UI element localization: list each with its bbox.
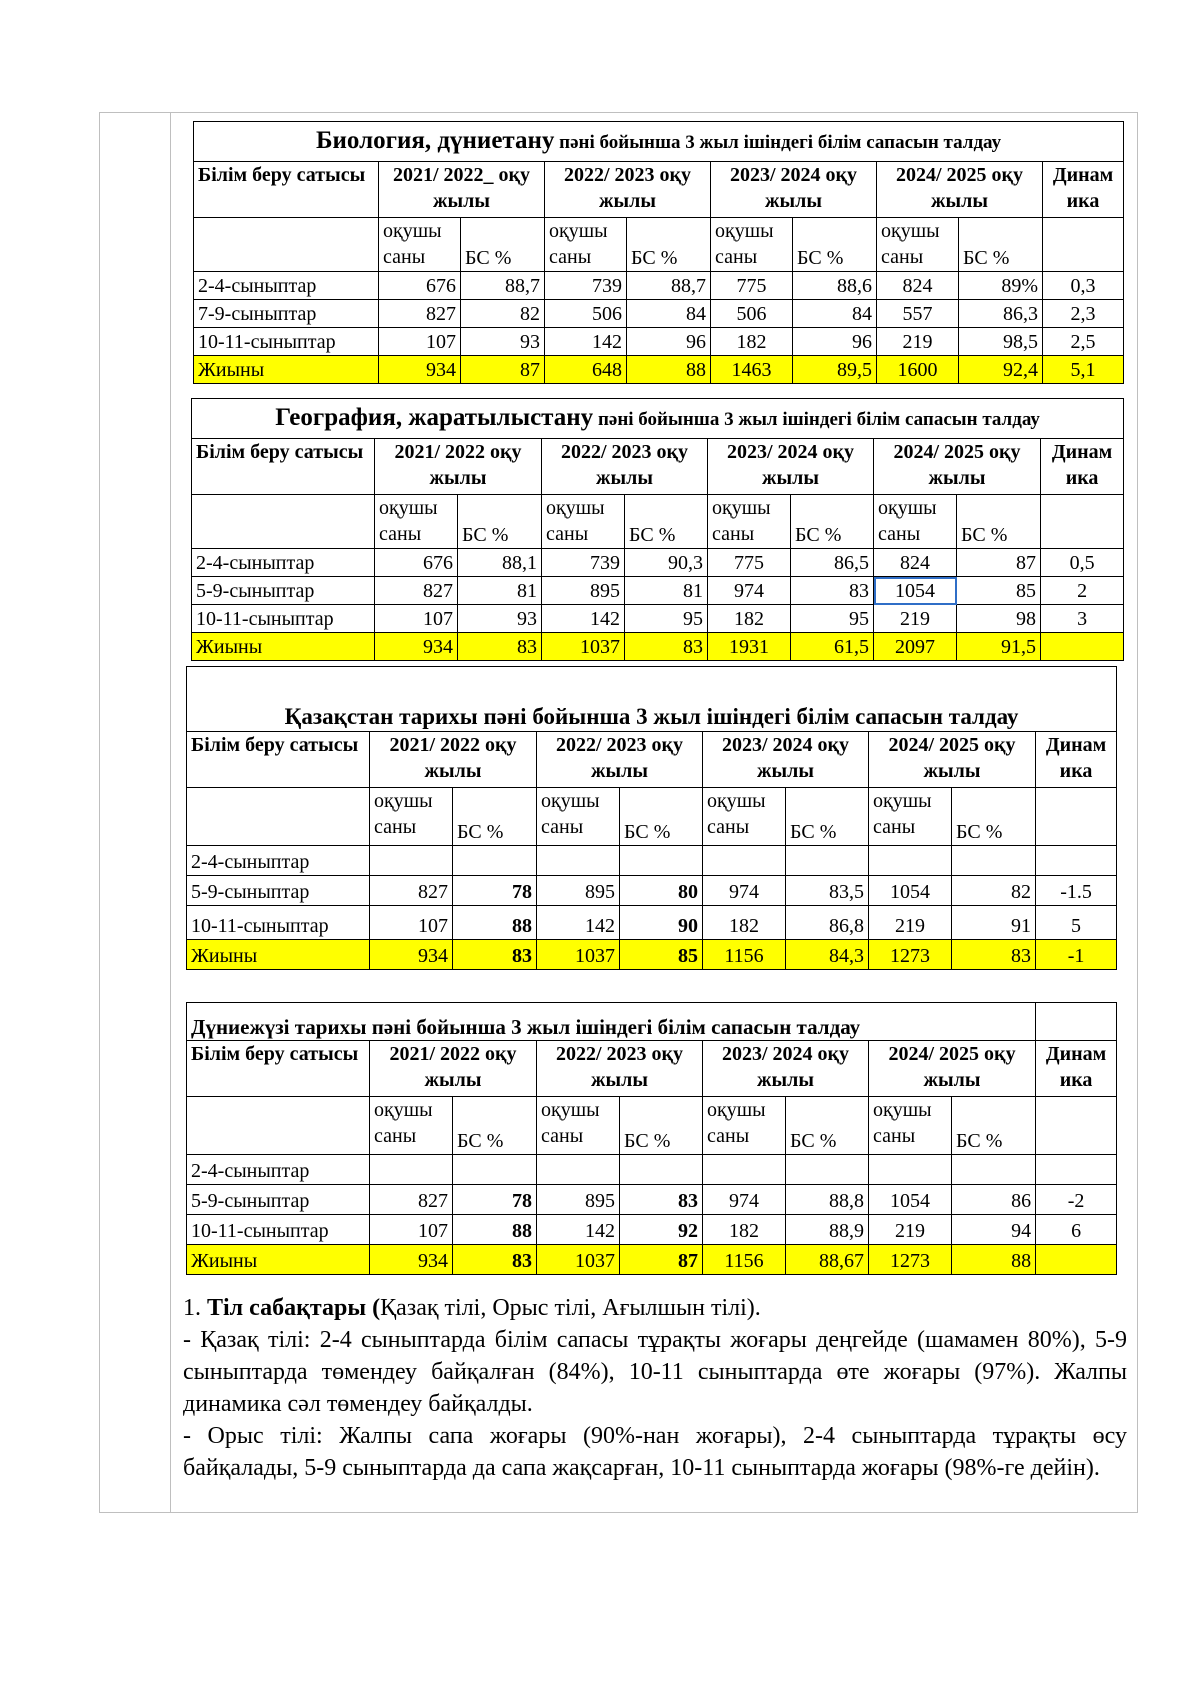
quality-cell: 88,6 bbox=[793, 272, 877, 300]
quality-cell bbox=[952, 846, 1036, 876]
count-cell: 142 bbox=[537, 1215, 620, 1245]
count-cell: 1463 bbox=[711, 356, 793, 384]
count-cell: 1054 bbox=[869, 876, 952, 906]
quality-cell: 86,8 bbox=[786, 906, 869, 940]
count-cell: 739 bbox=[545, 272, 627, 300]
count-cell: 824 bbox=[877, 272, 959, 300]
quality-cell: 87 bbox=[461, 356, 545, 384]
year-header: 2022/ 2023 оқу жылы bbox=[537, 1041, 703, 1097]
dynamics-cell bbox=[1036, 846, 1117, 876]
quality-cell: 92,4 bbox=[959, 356, 1043, 384]
table-row bbox=[187, 906, 1117, 940]
count-cell bbox=[703, 1155, 786, 1185]
count-cell: 557 bbox=[877, 300, 959, 328]
quality-cell: 83 bbox=[453, 940, 537, 970]
quality-header: БС % bbox=[453, 1097, 537, 1155]
year-header: 2023/ 2024 оқу жылы bbox=[708, 439, 874, 495]
count-cell: 934 bbox=[370, 940, 453, 970]
quality-cell: 93 bbox=[458, 605, 542, 633]
year-header: 2023/ 2024 оқу жылы bbox=[711, 162, 877, 218]
quality-cell: 83 bbox=[791, 577, 874, 605]
table-title: Биология, дүниетану пәні бойынша 3 жыл ішіндегі білім сапасын талдау bbox=[194, 122, 1124, 162]
count-cell: 934 bbox=[379, 356, 461, 384]
count-cell: 1156 bbox=[703, 1245, 786, 1275]
row-label: Жиыны bbox=[187, 940, 370, 970]
quality-cell: 87 bbox=[957, 549, 1041, 577]
table-row bbox=[187, 1155, 1117, 1185]
quality-cell: 82 bbox=[461, 300, 545, 328]
count-cell: 827 bbox=[379, 300, 461, 328]
count-header: оқушы саны bbox=[877, 218, 959, 272]
row-label: 10-11-сыныптар bbox=[192, 605, 375, 633]
count-cell: 1273 bbox=[869, 1245, 952, 1275]
year-header: 2021/ 2022 оқу жылы bbox=[375, 439, 542, 495]
dynamics-cell: 3 bbox=[1041, 605, 1124, 633]
dynamics-header: Динам ика bbox=[1043, 162, 1124, 218]
quality-cell bbox=[620, 846, 703, 876]
quality-header: БС % bbox=[620, 788, 703, 846]
quality-cell: 85 bbox=[957, 577, 1041, 605]
count-cell: 1600 bbox=[877, 356, 959, 384]
dynamics-cell: 5,1 bbox=[1043, 356, 1124, 384]
table-title: Дүниежүзі тарихы пәні бойынша 3 жыл ішіндегі білім сапасын талдау bbox=[187, 1003, 1036, 1041]
quality-cell: 88,8 bbox=[786, 1185, 869, 1215]
quality-cell: 89% bbox=[959, 272, 1043, 300]
count-cell: 895 bbox=[542, 577, 625, 605]
table-title: Қазақстан тарихы пәні бойынша 3 жыл ішіндегі білім сапасын талдау bbox=[187, 667, 1117, 732]
row-label: 5-9-сыныптар bbox=[187, 1185, 370, 1215]
paragraph-kazakh: - Қазақ тілі: 2-4 сыныптарда білім сапасы тұрақты жоғары деңгейде (шамамен 80%), 5-9 сыныптарда төмендеу байқалған (84%), 10-11 сыныптарда өте жоғары (97%). Жалпы динамика сәл төмендеу байқалды. bbox=[183, 1327, 1127, 1417]
dynamics-cell bbox=[1036, 1245, 1117, 1275]
quality-cell bbox=[952, 1155, 1036, 1185]
count-cell bbox=[703, 846, 786, 876]
count-cell: 506 bbox=[545, 300, 627, 328]
count-cell: 182 bbox=[708, 605, 791, 633]
paragraph-russian: - Орыс тілі: Жалпы сапа жоғары (90%-нан жоғары), 2-4 сыныптарда тұрақты өсу байқалады, 5-9 сыныптарда да сапа жақсарған, 10-11 сыныптарда жоғары (98%-ге дейін). bbox=[183, 1423, 1127, 1481]
quality-cell: 81 bbox=[458, 577, 542, 605]
count-header: оқушы саны bbox=[375, 495, 458, 549]
count-cell: 219 bbox=[869, 1215, 952, 1245]
quality-cell: 84,3 bbox=[786, 940, 869, 970]
year-header: 2023/ 2024 оқу жылы bbox=[703, 1041, 869, 1097]
table-row bbox=[187, 1185, 1117, 1215]
language-lessons-text bbox=[183, 1292, 1127, 1484]
count-header: оқушы саны bbox=[379, 218, 461, 272]
row-label: 2-4-сыныптар bbox=[187, 846, 370, 876]
count-cell: 142 bbox=[545, 328, 627, 356]
quality-cell: 82 bbox=[952, 876, 1036, 906]
table-row-total bbox=[187, 1245, 1117, 1275]
empty-cell bbox=[1036, 788, 1117, 846]
quality-cell: 84 bbox=[793, 300, 877, 328]
quality-cell: 88,7 bbox=[461, 272, 545, 300]
count-cell: 974 bbox=[703, 1185, 786, 1215]
row-label: 5-9-сыныптар bbox=[192, 577, 375, 605]
year-header: 2021/ 2022 оқу жылы bbox=[370, 732, 537, 788]
count-cell: 107 bbox=[379, 328, 461, 356]
dynamics-header: Динам ика bbox=[1041, 439, 1124, 495]
quality-cell: 86,3 bbox=[959, 300, 1043, 328]
count-cell: 142 bbox=[537, 906, 620, 940]
count-cell: 1156 bbox=[703, 940, 786, 970]
table-row bbox=[192, 605, 1124, 633]
quality-cell: 96 bbox=[793, 328, 877, 356]
stage-header: Білім беру сатысы bbox=[192, 439, 375, 495]
count-header: оқушы саны bbox=[711, 218, 793, 272]
table-row bbox=[194, 328, 1124, 356]
count-cell bbox=[370, 846, 453, 876]
count-cell bbox=[537, 846, 620, 876]
count-cell: 895 bbox=[537, 1185, 620, 1215]
quality-cell: 84 bbox=[627, 300, 711, 328]
year-header: 2023/ 2024 оқу жылы bbox=[703, 732, 869, 788]
quality-header: БС % bbox=[625, 495, 708, 549]
quality-cell bbox=[786, 1155, 869, 1185]
count-cell: 1054 bbox=[869, 1185, 952, 1215]
quality-header: БС % bbox=[952, 788, 1036, 846]
count-header: оқушы саны bbox=[869, 1097, 952, 1155]
quality-cell: 98 bbox=[957, 605, 1041, 633]
selected-cell[interactable]: 1054 bbox=[874, 577, 957, 605]
quality-cell: 88 bbox=[952, 1245, 1036, 1275]
dynamics-cell: -1.5 bbox=[1036, 876, 1117, 906]
count-cell: 219 bbox=[869, 906, 952, 940]
quality-cell: 88,7 bbox=[627, 272, 711, 300]
quality-cell: 86 bbox=[952, 1185, 1036, 1215]
stage-header: Білім беру сатысы bbox=[187, 1041, 370, 1097]
quality-header: БС % bbox=[959, 218, 1043, 272]
quality-cell: 81 bbox=[625, 577, 708, 605]
empty-cell bbox=[1043, 218, 1124, 272]
year-header: 2022/ 2023 оқу жылы bbox=[542, 439, 708, 495]
dynamics-header: Динам ика bbox=[1036, 1041, 1117, 1097]
count-cell: 775 bbox=[711, 272, 793, 300]
quality-header: БС % bbox=[793, 218, 877, 272]
count-cell: 1273 bbox=[869, 940, 952, 970]
count-cell: 827 bbox=[370, 876, 453, 906]
count-header: оқушы саны bbox=[869, 788, 952, 846]
count-cell: 1931 bbox=[708, 633, 791, 661]
dynamics-cell: 2 bbox=[1041, 577, 1124, 605]
count-cell: 676 bbox=[375, 549, 458, 577]
table-row bbox=[187, 876, 1117, 906]
row-label: 2-4-сыныптар bbox=[192, 549, 375, 577]
count-cell: 1037 bbox=[542, 633, 625, 661]
count-cell: 142 bbox=[542, 605, 625, 633]
stage-header: Білім беру сатысы bbox=[194, 162, 379, 218]
empty-cell bbox=[1041, 495, 1124, 549]
quality-header: БС % bbox=[461, 218, 545, 272]
dynamics-cell bbox=[1041, 633, 1124, 661]
count-cell: 182 bbox=[703, 1215, 786, 1245]
year-header: 2021/ 2022 оқу жылы bbox=[370, 1041, 537, 1097]
quality-cell: 91,5 bbox=[957, 633, 1041, 661]
quality-cell: 88 bbox=[453, 906, 537, 940]
count-cell: 775 bbox=[708, 549, 791, 577]
count-header: оқушы саны bbox=[703, 788, 786, 846]
table-row bbox=[187, 1215, 1117, 1245]
row-label: Жиыны bbox=[187, 1245, 370, 1275]
quality-header: БС % bbox=[786, 1097, 869, 1155]
quality-cell bbox=[786, 846, 869, 876]
row-label: 2-4-сыныптар bbox=[187, 1155, 370, 1185]
year-header: 2022/ 2023 оқу жылы bbox=[545, 162, 711, 218]
row-label: 10-11-сыныптар bbox=[194, 328, 379, 356]
quality-cell: 96 bbox=[627, 328, 711, 356]
dynamics-cell bbox=[1036, 1155, 1117, 1185]
count-header: оқушы саны bbox=[542, 495, 625, 549]
empty-cell bbox=[1036, 1003, 1117, 1041]
count-header: оқушы саны bbox=[370, 788, 453, 846]
quality-cell: 61,5 bbox=[791, 633, 874, 661]
dynamics-cell: 5 bbox=[1036, 906, 1117, 940]
row-label: 7-9-сыныптар bbox=[194, 300, 379, 328]
quality-header: БС % bbox=[957, 495, 1041, 549]
dynamics-cell: 2,3 bbox=[1043, 300, 1124, 328]
count-cell: 934 bbox=[370, 1245, 453, 1275]
row-label: Жиыны bbox=[194, 356, 379, 384]
dynamics-cell: 0,5 bbox=[1041, 549, 1124, 577]
count-cell: 182 bbox=[703, 906, 786, 940]
count-cell: 107 bbox=[370, 906, 453, 940]
quality-cell: 94 bbox=[952, 1215, 1036, 1245]
quality-cell: 83,5 bbox=[786, 876, 869, 906]
count-header: оқушы саны bbox=[537, 1097, 620, 1155]
count-cell: 506 bbox=[711, 300, 793, 328]
quality-cell: 95 bbox=[791, 605, 874, 633]
empty-cell bbox=[187, 1097, 370, 1155]
quality-cell: 98,5 bbox=[959, 328, 1043, 356]
empty-cell bbox=[187, 788, 370, 846]
dynamics-cell: -2 bbox=[1036, 1185, 1117, 1215]
count-cell: 827 bbox=[370, 1185, 453, 1215]
geography-table bbox=[191, 398, 1124, 661]
quality-cell: 85 bbox=[620, 940, 703, 970]
table-row-total bbox=[187, 940, 1117, 970]
row-label: 5-9-сыныптар bbox=[187, 876, 370, 906]
quality-cell: 93 bbox=[461, 328, 545, 356]
quality-cell: 88,1 bbox=[458, 549, 542, 577]
count-cell: 974 bbox=[703, 876, 786, 906]
dynamics-cell: -1 bbox=[1036, 940, 1117, 970]
count-cell: 107 bbox=[375, 605, 458, 633]
row-label: 10-11-сыныптар bbox=[187, 906, 370, 940]
quality-cell: 83 bbox=[453, 1245, 537, 1275]
table-row bbox=[194, 272, 1124, 300]
count-cell: 107 bbox=[370, 1215, 453, 1245]
count-cell bbox=[869, 1155, 952, 1185]
year-header: 2024/ 2025 оқу жылы bbox=[869, 732, 1036, 788]
count-cell: 1037 bbox=[537, 1245, 620, 1275]
row-label: 2-4-сыныптар bbox=[194, 272, 379, 300]
count-cell: 934 bbox=[375, 633, 458, 661]
empty-cell bbox=[192, 495, 375, 549]
count-header: оқушы саны bbox=[370, 1097, 453, 1155]
quality-cell: 90,3 bbox=[625, 549, 708, 577]
quality-cell: 95 bbox=[625, 605, 708, 633]
empty-cell bbox=[194, 218, 379, 272]
year-header: 2021/ 2022_ оқу жылы bbox=[379, 162, 545, 218]
quality-header: БС % bbox=[791, 495, 874, 549]
table-row-total bbox=[192, 633, 1124, 661]
kazakhstan-history-table bbox=[186, 666, 1117, 970]
table-row bbox=[194, 300, 1124, 328]
quality-cell: 92 bbox=[620, 1215, 703, 1245]
count-cell bbox=[370, 1155, 453, 1185]
table-row-total bbox=[194, 356, 1124, 384]
dynamics-cell: 0,3 bbox=[1043, 272, 1124, 300]
count-cell: 648 bbox=[545, 356, 627, 384]
count-cell bbox=[537, 1155, 620, 1185]
quality-header: БС % bbox=[620, 1097, 703, 1155]
count-cell: 219 bbox=[874, 605, 957, 633]
biology-table bbox=[193, 121, 1124, 384]
count-cell: 219 bbox=[877, 328, 959, 356]
year-header: 2024/ 2025 оқу жылы bbox=[874, 439, 1041, 495]
row-label: 10-11-сыныптар bbox=[187, 1215, 370, 1245]
year-header: 2024/ 2025 оқу жылы bbox=[869, 1041, 1036, 1097]
count-cell: 2097 bbox=[874, 633, 957, 661]
dynamics-cell: 2,5 bbox=[1043, 328, 1124, 356]
count-header: оқушы саны bbox=[703, 1097, 786, 1155]
count-cell: 824 bbox=[874, 549, 957, 577]
quality-cell: 83 bbox=[952, 940, 1036, 970]
quality-cell: 87 bbox=[620, 1245, 703, 1275]
quality-header: БС % bbox=[627, 218, 711, 272]
table-row bbox=[192, 577, 1124, 605]
table-title: География, жаратылыстану пәні бойынша 3 жыл ішіндегі білім сапасын талдау bbox=[192, 399, 1124, 439]
dynamics-header: Динам ика bbox=[1036, 732, 1117, 788]
table-row bbox=[187, 846, 1117, 876]
row-label: Жиыны bbox=[192, 633, 375, 661]
quality-cell bbox=[453, 1155, 537, 1185]
count-header: оқушы саны bbox=[708, 495, 791, 549]
quality-cell: 88 bbox=[627, 356, 711, 384]
stage-header: Білім беру сатысы bbox=[187, 732, 370, 788]
quality-header: БС % bbox=[952, 1097, 1036, 1155]
count-cell: 182 bbox=[711, 328, 793, 356]
quality-header: БС % bbox=[458, 495, 542, 549]
frame-column-divider bbox=[170, 112, 171, 1513]
quality-header: БС % bbox=[786, 788, 869, 846]
world-history-table bbox=[186, 1002, 1117, 1275]
quality-cell: 78 bbox=[453, 1185, 537, 1215]
count-cell bbox=[869, 846, 952, 876]
quality-cell bbox=[453, 846, 537, 876]
quality-cell: 88,9 bbox=[786, 1215, 869, 1245]
quality-cell: 88,67 bbox=[786, 1245, 869, 1275]
quality-cell: 78 bbox=[453, 876, 537, 906]
quality-cell: 83 bbox=[458, 633, 542, 661]
count-header: оқушы саны bbox=[537, 788, 620, 846]
count-cell: 827 bbox=[375, 577, 458, 605]
list-item-heading: 1. Тіл сабақтары (Қазақ тілі, Орыс тілі, Ағылшын тілі). bbox=[183, 1295, 761, 1321]
quality-header: БС % bbox=[453, 788, 537, 846]
count-header: оқушы саны bbox=[874, 495, 957, 549]
quality-cell: 86,5 bbox=[791, 549, 874, 577]
quality-cell: 88 bbox=[453, 1215, 537, 1245]
quality-cell: 83 bbox=[620, 1185, 703, 1215]
count-cell: 739 bbox=[542, 549, 625, 577]
quality-cell: 91 bbox=[952, 906, 1036, 940]
quality-cell: 89,5 bbox=[793, 356, 877, 384]
dynamics-cell: 6 bbox=[1036, 1215, 1117, 1245]
count-cell: 1037 bbox=[537, 940, 620, 970]
year-header: 2024/ 2025 оқу жылы bbox=[877, 162, 1043, 218]
count-cell: 974 bbox=[708, 577, 791, 605]
count-header: оқушы саны bbox=[545, 218, 627, 272]
quality-cell: 80 bbox=[620, 876, 703, 906]
count-cell: 676 bbox=[379, 272, 461, 300]
empty-cell bbox=[1036, 1097, 1117, 1155]
year-header: 2022/ 2023 оқу жылы bbox=[537, 732, 703, 788]
table-row bbox=[192, 549, 1124, 577]
quality-cell: 90 bbox=[620, 906, 703, 940]
quality-cell: 83 bbox=[625, 633, 708, 661]
count-cell: 895 bbox=[537, 876, 620, 906]
quality-cell bbox=[620, 1155, 703, 1185]
